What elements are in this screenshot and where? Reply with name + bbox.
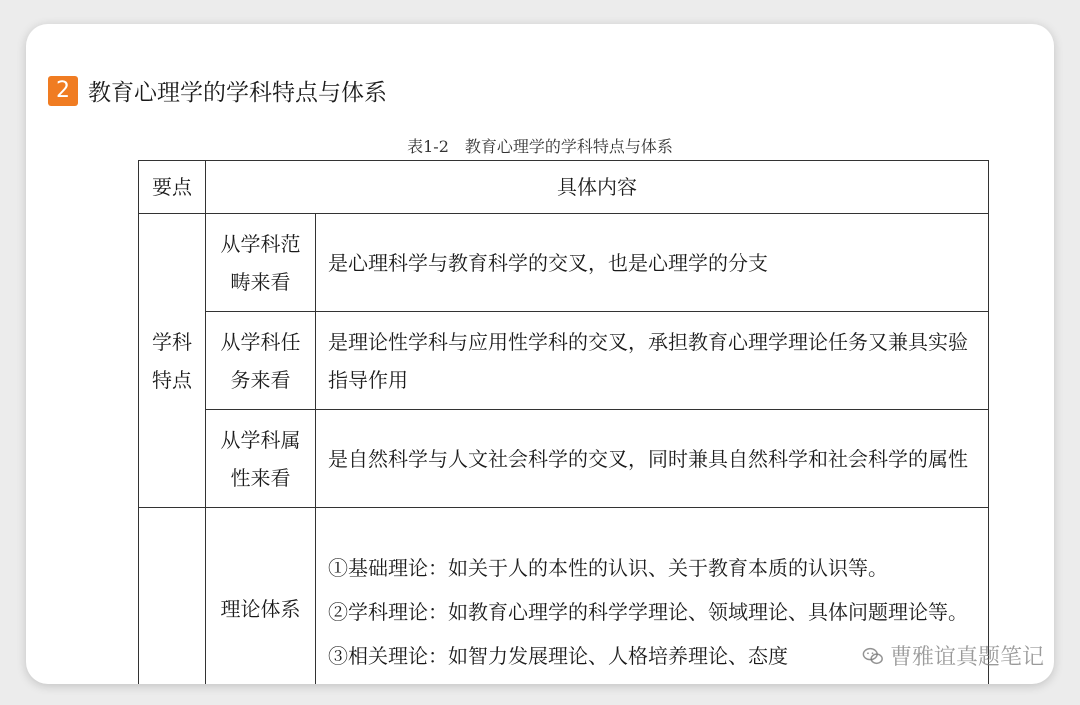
system-label-cell [139,508,206,685]
list-item: ①基础理论：如关于人的本性的认识、关于教育本质的认识等。 [328,555,888,580]
table-caption: 表1-2 教育心理学的学科特点与体系 [407,137,673,156]
header-content-cell: 具体内容 [206,161,989,214]
table-row [139,312,989,410]
features-table [138,160,989,684]
list-item: ③相关理论：如智力发展理论、人格培养理论、态度 [328,643,788,668]
section-number-badge: 2 [48,76,78,106]
sub-label: 从学科范畴来看 [220,231,301,294]
content-cell: 是心理科学与教育科学的交叉，也是心理学的分支 [316,214,989,312]
sub-label-cell [206,312,316,410]
content-cell: 是自然科学与人文社会科学的交叉，同时兼具自然科学和社会科学的属性 [316,410,989,508]
content-cell: 是理论性学科与应用性学科的交叉，承担教育心理学理论任务又兼具实验指导作用 [316,312,989,410]
section-heading [48,74,387,107]
header-key-cell: 要点 [139,161,206,214]
features-label: 学科特点 [152,329,192,392]
sub-label-cell: 理论体系 [206,508,316,685]
sub-label-cell [206,410,316,508]
section-title: 教育心理学的学科特点与体系 [88,80,387,106]
wechat-icon [862,645,884,667]
sub-label-cell [206,214,316,312]
document-card [26,24,1054,684]
sub-label: 从学科任务来看 [220,329,301,392]
features-label-cell [139,214,206,508]
watermark-text: 曹雅谊真题笔记 [889,645,1044,670]
list-item: ②学科理论：如教育心理学的科学学理论、领域理论、具体问题理论等。 [328,599,968,624]
sub-label: 从学科属性来看 [220,427,301,490]
table-row [139,410,989,508]
watermark [862,640,1044,671]
table-header-row [139,161,989,214]
table-row [139,214,989,312]
